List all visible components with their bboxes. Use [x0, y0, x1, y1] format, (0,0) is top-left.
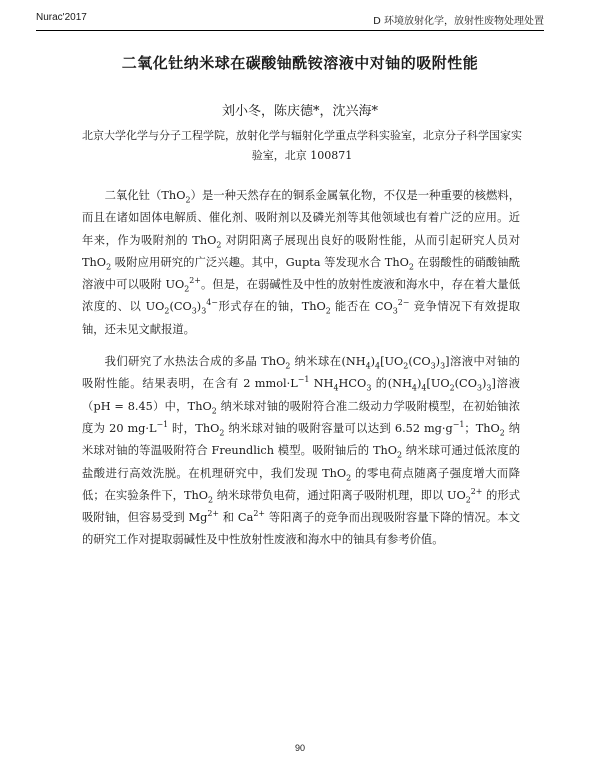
affiliation: [82, 126, 522, 166]
paper-title: 二氧化钍纳米球在碳酸铀酰铵溶液中对铀的吸附性能: [121, 54, 479, 72]
affiliation-line-2: 验室，北京 100871: [251, 149, 353, 162]
affiliation-line-1: 北京大学化学与分子工程学院，放射化学与辐射化学重点学科实验室，北京分子科学国家实: [82, 129, 522, 142]
running-header: [36, 12, 544, 30]
authors: 刘小冬，陈庆德*，沈兴海*: [221, 104, 378, 119]
abstract-body: [82, 185, 520, 552]
header-divider: [36, 30, 544, 31]
paragraph-1: 二氧化钍（ThO$_2$）是一种天然存在的铜系金属氧化物，不仅是一种重要的核燃料，而且在诸如固体电解质、催化剂、吸附剂以及磷光剂等其他领域也有着广泛的应用。近年来，作为吸附剂的 ThO$_2$ 对阴阳离子展现出良好的吸附性能，从而引起研究人员对 ThO$_2$ 吸附应用研究的广泛兴趣。其中，Gupta 等发现水合 ThO$_2$ 在弱酸性的硝酸铀酰溶液中可以吸附 $UO_2^{2+}$。但是，在弱碱性及中性的放射性废液和海水中，存在着大量低浓度的、以 $UO_2(CO_3)_3^{4-}$形式存在的铀，ThO$_2$ 能否在 $CO_3^{2-}$ 竞争情况下有效提取铀，还未见文献报道。: [82, 189, 520, 336]
paragraph-2: 我们研究了水热法合成的多晶 ThO$_2$ 纳米球在$(NH_4)_4[UO_2(CO_3)_3]$溶液中对铀的吸附性能。结果表明，在含有 2 $mmol\cdot L^{-1}$ $NH_4HCO_3$ 的$(NH_4)_4[UO_2(CO_3)_3]$溶液（pH = 8.45）中，ThO$_2$ 纳米球对铀的吸附符合准二级动力学吸附模型，在初始铀浓度为 20 $mg\cdot L^{-1}$ 时，ThO$_2$ 纳米球对铀的吸附容量可以达到 6.52 $mg\cdot g^{-1}$；ThO$_2$ 纳米球对铀的等温吸附符合 Freundlich 模型。吸附铀后的 ThO$_2$ 纳米球可通过低浓度的盐酸进行高效洗脱。在机理研究中，我们发现 ThO$_2$ 的零电荷点随离子强度增大而降低；在实验条件下，ThO$_2$ 纳米球带负电荷，通过阳离子吸附机理，即以 $UO_2^{2+}$ 的形式吸附铀，但容易受到 $Mg^{2+}$ 和 $Ca^{2+}$ 等阳离子的竞争而出现吸附容量下降的情况。本文的研究工作对提取弱碱性及中性放射性废液和海水中的铀具有参考价值。: [82, 355, 521, 547]
conference-name: Nurac'2017: [36, 12, 87, 23]
section-name: D 环境放射化学，放射性废物处理处置: [373, 16, 544, 27]
page-number: 90: [294, 743, 305, 753]
